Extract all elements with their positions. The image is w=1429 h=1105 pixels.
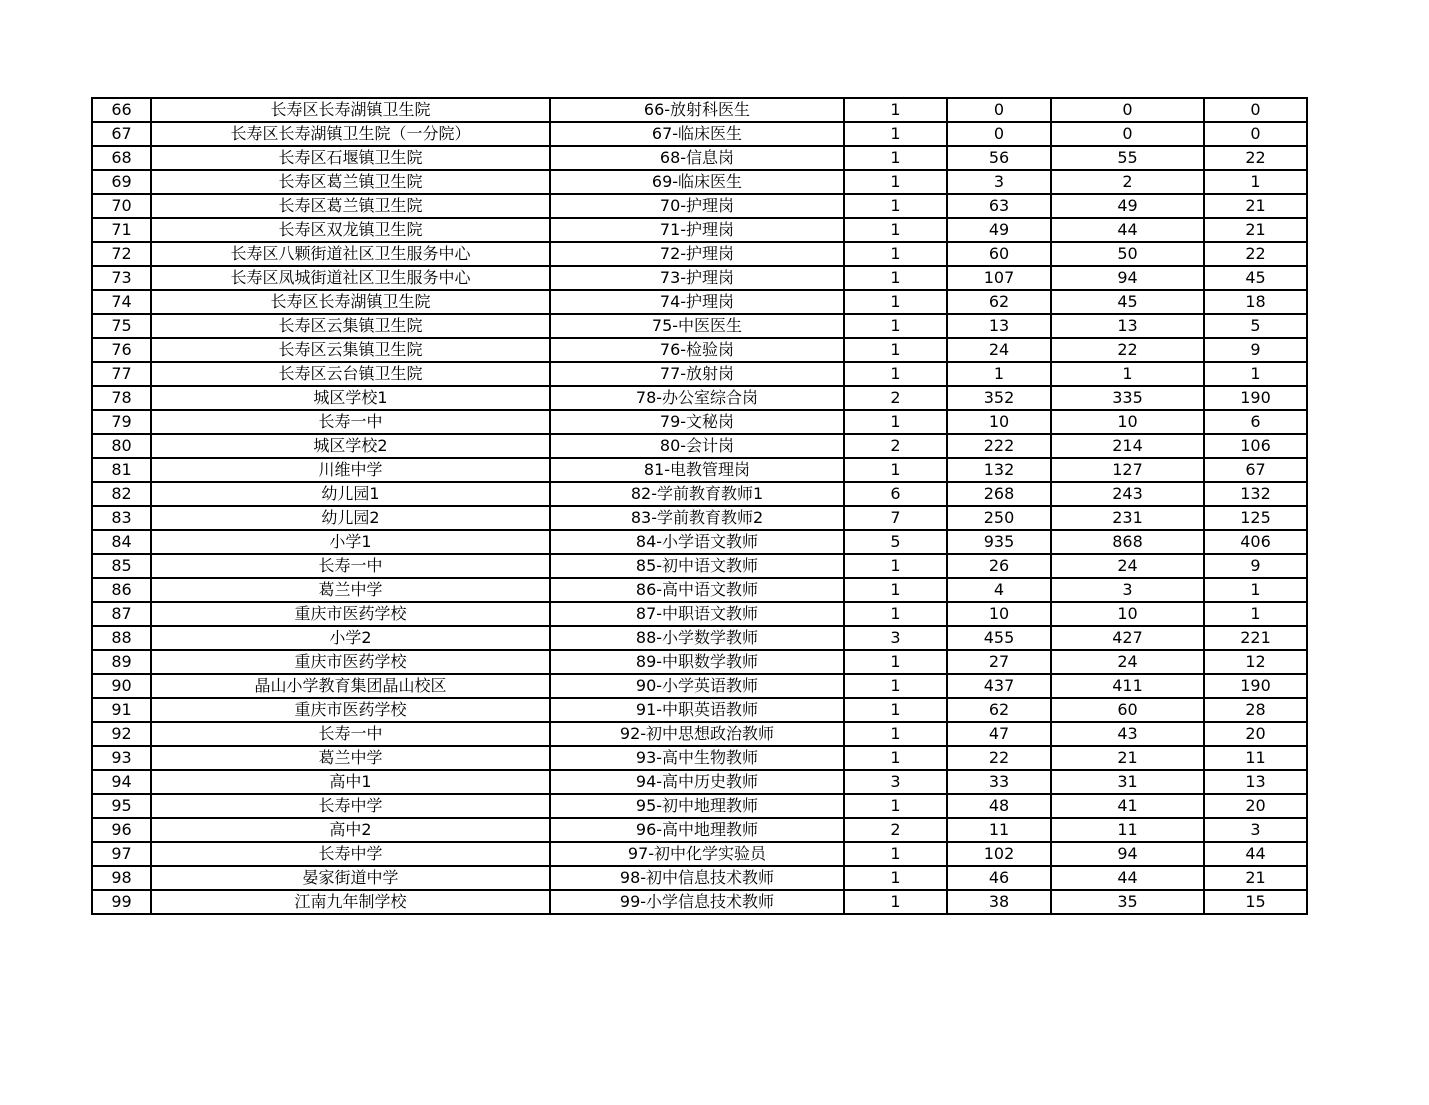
- paid-cell: 21: [1204, 866, 1307, 890]
- plan-count-cell: 1: [844, 338, 947, 362]
- row-number-cell: 97: [92, 842, 151, 866]
- applicants-cell: 352: [947, 386, 1051, 410]
- employer-cell: 长寿区双龙镇卫生院: [151, 218, 550, 242]
- data-table: [91, 97, 1308, 915]
- applicants-cell: 102: [947, 842, 1051, 866]
- approved-cell: 49: [1051, 194, 1204, 218]
- table-row: [92, 770, 1307, 794]
- plan-count-cell: 1: [844, 674, 947, 698]
- approved-cell: 55: [1051, 146, 1204, 170]
- approved-cell: 24: [1051, 554, 1204, 578]
- plan-count-cell: 2: [844, 434, 947, 458]
- applicants-cell: 437: [947, 674, 1051, 698]
- row-number-cell: 94: [92, 770, 151, 794]
- employer-cell: 长寿中学: [151, 794, 550, 818]
- plan-count-cell: 7: [844, 506, 947, 530]
- applicants-cell: 11: [947, 818, 1051, 842]
- table-row: [92, 794, 1307, 818]
- approved-cell: 127: [1051, 458, 1204, 482]
- approved-cell: 411: [1051, 674, 1204, 698]
- position-cell: 78-办公室综合岗: [550, 386, 844, 410]
- employer-cell: 晶山小学教育集团晶山校区: [151, 674, 550, 698]
- table-row: [92, 818, 1307, 842]
- applicants-cell: 935: [947, 530, 1051, 554]
- table-row: [92, 506, 1307, 530]
- plan-count-cell: 1: [844, 842, 947, 866]
- position-cell: 86-高中语文教师: [550, 578, 844, 602]
- position-cell: 87-中职语文教师: [550, 602, 844, 626]
- position-cell: 74-护理岗: [550, 290, 844, 314]
- table-row: [92, 482, 1307, 506]
- plan-count-cell: 1: [844, 794, 947, 818]
- table-row: [92, 722, 1307, 746]
- row-number-cell: 88: [92, 626, 151, 650]
- table-row: [92, 386, 1307, 410]
- paid-cell: 1: [1204, 170, 1307, 194]
- row-number-cell: 83: [92, 506, 151, 530]
- position-cell: 98-初中信息技术教师: [550, 866, 844, 890]
- paid-cell: 1: [1204, 362, 1307, 386]
- paid-cell: 18: [1204, 290, 1307, 314]
- approved-cell: 231: [1051, 506, 1204, 530]
- paid-cell: 190: [1204, 386, 1307, 410]
- applicants-cell: 38: [947, 890, 1051, 914]
- approved-cell: 44: [1051, 866, 1204, 890]
- position-cell: 83-学前教育教师2: [550, 506, 844, 530]
- applicants-cell: 0: [947, 122, 1051, 146]
- paid-cell: 28: [1204, 698, 1307, 722]
- plan-count-cell: 1: [844, 890, 947, 914]
- applicants-cell: 33: [947, 770, 1051, 794]
- table-row: [92, 698, 1307, 722]
- row-number-cell: 90: [92, 674, 151, 698]
- applicants-cell: 13: [947, 314, 1051, 338]
- approved-cell: 43: [1051, 722, 1204, 746]
- applicants-cell: 47: [947, 722, 1051, 746]
- row-number-cell: 98: [92, 866, 151, 890]
- employer-cell: 长寿中学: [151, 842, 550, 866]
- applicants-cell: 56: [947, 146, 1051, 170]
- position-cell: 76-检验岗: [550, 338, 844, 362]
- employer-cell: 高中1: [151, 770, 550, 794]
- row-number-cell: 75: [92, 314, 151, 338]
- approved-cell: 41: [1051, 794, 1204, 818]
- paid-cell: 125: [1204, 506, 1307, 530]
- applicants-cell: 10: [947, 602, 1051, 626]
- approved-cell: 60: [1051, 698, 1204, 722]
- employer-cell: 重庆市医药学校: [151, 602, 550, 626]
- plan-count-cell: 1: [844, 314, 947, 338]
- employer-cell: 小学2: [151, 626, 550, 650]
- table-row: [92, 602, 1307, 626]
- employer-cell: 长寿区八颗街道社区卫生服务中心: [151, 242, 550, 266]
- table-row: [92, 746, 1307, 770]
- paid-cell: 190: [1204, 674, 1307, 698]
- position-cell: 79-文秘岗: [550, 410, 844, 434]
- applicants-cell: 455: [947, 626, 1051, 650]
- row-number-cell: 73: [92, 266, 151, 290]
- employer-cell: 葛兰中学: [151, 746, 550, 770]
- plan-count-cell: 1: [844, 458, 947, 482]
- approved-cell: 10: [1051, 410, 1204, 434]
- table-row: [92, 194, 1307, 218]
- row-number-cell: 86: [92, 578, 151, 602]
- row-number-cell: 82: [92, 482, 151, 506]
- plan-count-cell: 3: [844, 770, 947, 794]
- approved-cell: 94: [1051, 266, 1204, 290]
- approved-cell: 13: [1051, 314, 1204, 338]
- table-row: [92, 866, 1307, 890]
- approved-cell: 335: [1051, 386, 1204, 410]
- table-row: [92, 170, 1307, 194]
- applicants-cell: 27: [947, 650, 1051, 674]
- row-number-cell: 68: [92, 146, 151, 170]
- position-cell: 69-临床医生: [550, 170, 844, 194]
- table-row: [92, 314, 1307, 338]
- applicants-cell: 4: [947, 578, 1051, 602]
- plan-count-cell: 2: [844, 818, 947, 842]
- applicants-cell: 49: [947, 218, 1051, 242]
- employer-cell: 高中2: [151, 818, 550, 842]
- table-row: [92, 146, 1307, 170]
- position-cell: 66-放射科医生: [550, 98, 844, 122]
- table-row: [92, 626, 1307, 650]
- position-cell: 97-初中化学实验员: [550, 842, 844, 866]
- position-cell: 71-护理岗: [550, 218, 844, 242]
- row-number-cell: 93: [92, 746, 151, 770]
- row-number-cell: 78: [92, 386, 151, 410]
- position-cell: 84-小学语文教师: [550, 530, 844, 554]
- row-number-cell: 77: [92, 362, 151, 386]
- table-body: [92, 98, 1307, 914]
- employer-cell: 长寿区长寿湖镇卫生院: [151, 290, 550, 314]
- paid-cell: 11: [1204, 746, 1307, 770]
- plan-count-cell: 2: [844, 386, 947, 410]
- table-row: [92, 842, 1307, 866]
- employer-cell: 长寿一中: [151, 554, 550, 578]
- table-row: [92, 266, 1307, 290]
- table-row: [92, 674, 1307, 698]
- table-row: [92, 458, 1307, 482]
- spreadsheet-page: [91, 97, 1308, 915]
- employer-cell: 重庆市医药学校: [151, 650, 550, 674]
- employer-cell: 川维中学: [151, 458, 550, 482]
- approved-cell: 427: [1051, 626, 1204, 650]
- approved-cell: 214: [1051, 434, 1204, 458]
- table-row: [92, 98, 1307, 122]
- applicants-cell: 3: [947, 170, 1051, 194]
- position-cell: 90-小学英语教师: [550, 674, 844, 698]
- approved-cell: 22: [1051, 338, 1204, 362]
- row-number-cell: 72: [92, 242, 151, 266]
- plan-count-cell: 1: [844, 122, 947, 146]
- position-cell: 92-初中思想政治教师: [550, 722, 844, 746]
- table-row: [92, 242, 1307, 266]
- paid-cell: 12: [1204, 650, 1307, 674]
- approved-cell: 94: [1051, 842, 1204, 866]
- paid-cell: 221: [1204, 626, 1307, 650]
- position-cell: 72-护理岗: [550, 242, 844, 266]
- row-number-cell: 79: [92, 410, 151, 434]
- approved-cell: 31: [1051, 770, 1204, 794]
- applicants-cell: 24: [947, 338, 1051, 362]
- plan-count-cell: 1: [844, 698, 947, 722]
- applicants-cell: 46: [947, 866, 1051, 890]
- employer-cell: 长寿区云集镇卫生院: [151, 314, 550, 338]
- employer-cell: 城区学校2: [151, 434, 550, 458]
- paid-cell: 22: [1204, 242, 1307, 266]
- paid-cell: 3: [1204, 818, 1307, 842]
- approved-cell: 50: [1051, 242, 1204, 266]
- paid-cell: 132: [1204, 482, 1307, 506]
- employer-cell: 长寿区云集镇卫生院: [151, 338, 550, 362]
- row-number-cell: 69: [92, 170, 151, 194]
- approved-cell: 24: [1051, 650, 1204, 674]
- paid-cell: 20: [1204, 794, 1307, 818]
- plan-count-cell: 1: [844, 722, 947, 746]
- paid-cell: 22: [1204, 146, 1307, 170]
- approved-cell: 21: [1051, 746, 1204, 770]
- paid-cell: 9: [1204, 554, 1307, 578]
- position-cell: 99-小学信息技术教师: [550, 890, 844, 914]
- table-row: [92, 362, 1307, 386]
- applicants-cell: 48: [947, 794, 1051, 818]
- row-number-cell: 89: [92, 650, 151, 674]
- employer-cell: 重庆市医药学校: [151, 698, 550, 722]
- plan-count-cell: 1: [844, 362, 947, 386]
- paid-cell: 13: [1204, 770, 1307, 794]
- employer-cell: 幼儿园2: [151, 506, 550, 530]
- row-number-cell: 70: [92, 194, 151, 218]
- paid-cell: 1: [1204, 578, 1307, 602]
- applicants-cell: 132: [947, 458, 1051, 482]
- plan-count-cell: 3: [844, 626, 947, 650]
- applicants-cell: 250: [947, 506, 1051, 530]
- approved-cell: 0: [1051, 98, 1204, 122]
- position-cell: 68-信息岗: [550, 146, 844, 170]
- plan-count-cell: 5: [844, 530, 947, 554]
- row-number-cell: 67: [92, 122, 151, 146]
- row-number-cell: 96: [92, 818, 151, 842]
- paid-cell: 106: [1204, 434, 1307, 458]
- row-number-cell: 91: [92, 698, 151, 722]
- employer-cell: 长寿一中: [151, 722, 550, 746]
- position-cell: 88-小学数学教师: [550, 626, 844, 650]
- row-number-cell: 92: [92, 722, 151, 746]
- employer-cell: 长寿区云台镇卫生院: [151, 362, 550, 386]
- position-cell: 67-临床医生: [550, 122, 844, 146]
- table-row: [92, 890, 1307, 914]
- row-number-cell: 81: [92, 458, 151, 482]
- plan-count-cell: 1: [844, 554, 947, 578]
- row-number-cell: 99: [92, 890, 151, 914]
- employer-cell: 长寿区石堰镇卫生院: [151, 146, 550, 170]
- employer-cell: 长寿区凤城街道社区卫生服务中心: [151, 266, 550, 290]
- row-number-cell: 74: [92, 290, 151, 314]
- employer-cell: 长寿区长寿湖镇卫生院（一分院）: [151, 122, 550, 146]
- employer-cell: 晏家街道中学: [151, 866, 550, 890]
- plan-count-cell: 1: [844, 866, 947, 890]
- employer-cell: 幼儿园1: [151, 482, 550, 506]
- plan-count-cell: 1: [844, 290, 947, 314]
- applicants-cell: 10: [947, 410, 1051, 434]
- position-cell: 93-高中生物教师: [550, 746, 844, 770]
- applicants-cell: 222: [947, 434, 1051, 458]
- paid-cell: 67: [1204, 458, 1307, 482]
- plan-count-cell: 1: [844, 218, 947, 242]
- position-cell: 91-中职英语教师: [550, 698, 844, 722]
- applicants-cell: 1: [947, 362, 1051, 386]
- approved-cell: 10: [1051, 602, 1204, 626]
- applicants-cell: 268: [947, 482, 1051, 506]
- table-row: [92, 530, 1307, 554]
- plan-count-cell: 1: [844, 602, 947, 626]
- employer-cell: 长寿区葛兰镇卫生院: [151, 194, 550, 218]
- paid-cell: 406: [1204, 530, 1307, 554]
- row-number-cell: 84: [92, 530, 151, 554]
- table-row: [92, 650, 1307, 674]
- applicants-cell: 62: [947, 290, 1051, 314]
- plan-count-cell: 1: [844, 746, 947, 770]
- position-cell: 80-会计岗: [550, 434, 844, 458]
- approved-cell: 2: [1051, 170, 1204, 194]
- applicants-cell: 107: [947, 266, 1051, 290]
- plan-count-cell: 1: [844, 146, 947, 170]
- row-number-cell: 66: [92, 98, 151, 122]
- paid-cell: 0: [1204, 98, 1307, 122]
- approved-cell: 3: [1051, 578, 1204, 602]
- plan-count-cell: 1: [844, 194, 947, 218]
- plan-count-cell: 1: [844, 650, 947, 674]
- position-cell: 81-电教管理岗: [550, 458, 844, 482]
- employer-cell: 城区学校1: [151, 386, 550, 410]
- applicants-cell: 0: [947, 98, 1051, 122]
- plan-count-cell: 1: [844, 242, 947, 266]
- paid-cell: 5: [1204, 314, 1307, 338]
- employer-cell: 长寿区长寿湖镇卫生院: [151, 98, 550, 122]
- position-cell: 96-高中地理教师: [550, 818, 844, 842]
- row-number-cell: 85: [92, 554, 151, 578]
- paid-cell: 21: [1204, 194, 1307, 218]
- plan-count-cell: 1: [844, 98, 947, 122]
- table-row: [92, 410, 1307, 434]
- employer-cell: 江南九年制学校: [151, 890, 550, 914]
- paid-cell: 44: [1204, 842, 1307, 866]
- paid-cell: 21: [1204, 218, 1307, 242]
- employer-cell: 长寿区葛兰镇卫生院: [151, 170, 550, 194]
- paid-cell: 15: [1204, 890, 1307, 914]
- table-row: [92, 578, 1307, 602]
- approved-cell: 35: [1051, 890, 1204, 914]
- approved-cell: 243: [1051, 482, 1204, 506]
- table-row: [92, 122, 1307, 146]
- plan-count-cell: 1: [844, 410, 947, 434]
- row-number-cell: 87: [92, 602, 151, 626]
- table-row: [92, 338, 1307, 362]
- position-cell: 73-护理岗: [550, 266, 844, 290]
- employer-cell: 长寿一中: [151, 410, 550, 434]
- employer-cell: 葛兰中学: [151, 578, 550, 602]
- approved-cell: 11: [1051, 818, 1204, 842]
- row-number-cell: 76: [92, 338, 151, 362]
- approved-cell: 0: [1051, 122, 1204, 146]
- applicants-cell: 63: [947, 194, 1051, 218]
- table-row: [92, 554, 1307, 578]
- approved-cell: 45: [1051, 290, 1204, 314]
- plan-count-cell: 1: [844, 170, 947, 194]
- applicants-cell: 62: [947, 698, 1051, 722]
- paid-cell: 6: [1204, 410, 1307, 434]
- paid-cell: 1: [1204, 602, 1307, 626]
- position-cell: 82-学前教育教师1: [550, 482, 844, 506]
- row-number-cell: 95: [92, 794, 151, 818]
- paid-cell: 9: [1204, 338, 1307, 362]
- row-number-cell: 71: [92, 218, 151, 242]
- paid-cell: 20: [1204, 722, 1307, 746]
- table-row: [92, 290, 1307, 314]
- employer-cell: 小学1: [151, 530, 550, 554]
- plan-count-cell: 1: [844, 578, 947, 602]
- position-cell: 77-放射岗: [550, 362, 844, 386]
- position-cell: 75-中医医生: [550, 314, 844, 338]
- position-cell: 94-高中历史教师: [550, 770, 844, 794]
- approved-cell: 1: [1051, 362, 1204, 386]
- applicants-cell: 60: [947, 242, 1051, 266]
- position-cell: 70-护理岗: [550, 194, 844, 218]
- position-cell: 95-初中地理教师: [550, 794, 844, 818]
- plan-count-cell: 6: [844, 482, 947, 506]
- plan-count-cell: 1: [844, 266, 947, 290]
- approved-cell: 44: [1051, 218, 1204, 242]
- position-cell: 89-中职数学教师: [550, 650, 844, 674]
- applicants-cell: 22: [947, 746, 1051, 770]
- paid-cell: 0: [1204, 122, 1307, 146]
- table-row: [92, 218, 1307, 242]
- row-number-cell: 80: [92, 434, 151, 458]
- table-row: [92, 434, 1307, 458]
- applicants-cell: 26: [947, 554, 1051, 578]
- position-cell: 85-初中语文教师: [550, 554, 844, 578]
- approved-cell: 868: [1051, 530, 1204, 554]
- paid-cell: 45: [1204, 266, 1307, 290]
